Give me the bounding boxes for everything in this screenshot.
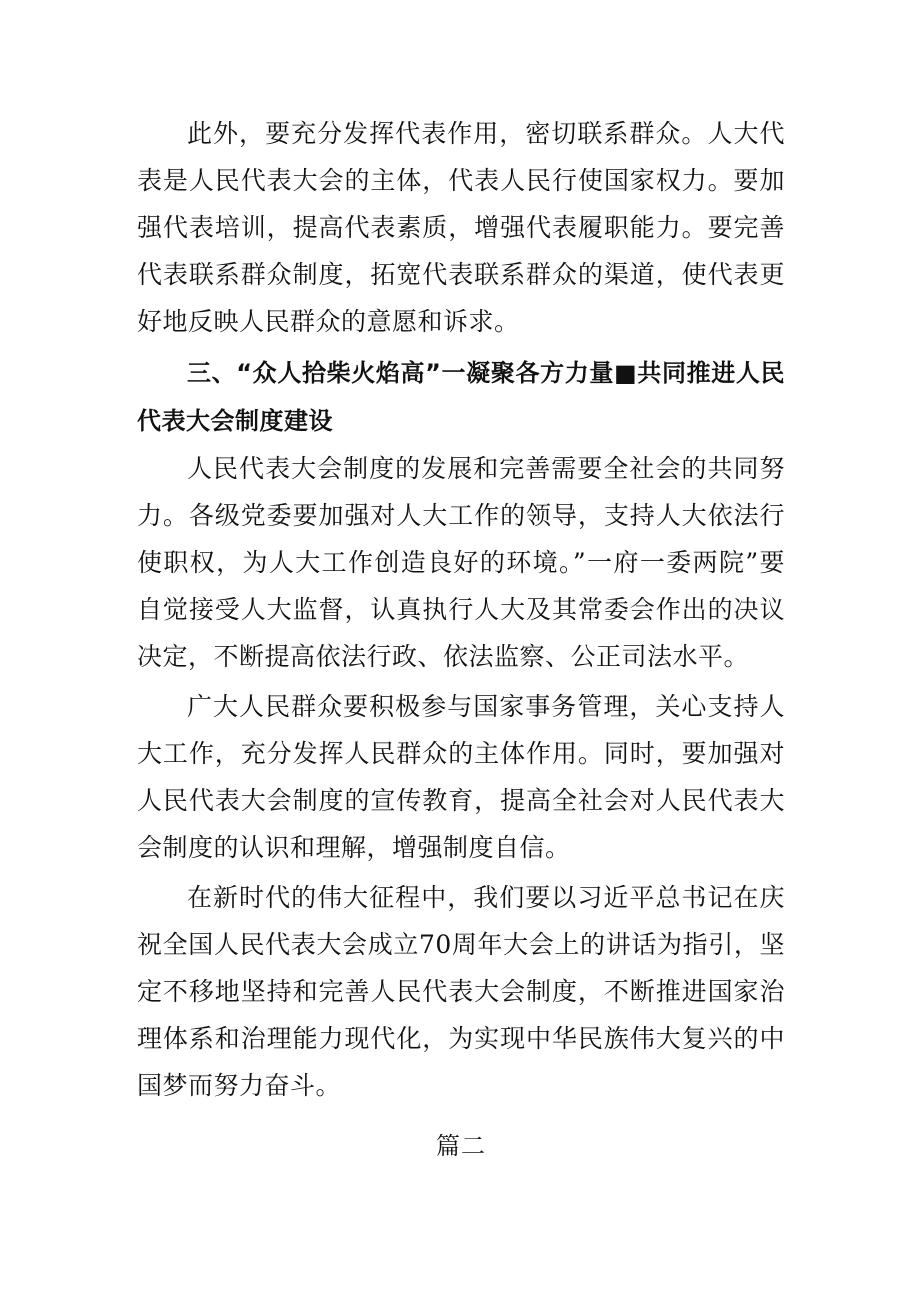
paragraph-public-participation: 广大人民群众要积极参与国家事务管理，关心支持人大工作，充分发挥人民群众的主体作用。同时，要加强对人民代表大会制度的宣传教育，提高全社会对人民代表大会制度的认识和理解，增强制度自信。 xyxy=(137,692,785,862)
paragraph-joint-effort: 人民代表大会制度的发展和完善需要全社会的共同努力。各级党委要加强对人大工作的领导，支持人大依法行使职权，为人大工作创造良好的环境。”一府一委两院”要自觉接受人大监督，认真执行人大及其常委会作出的决议决定，不断提高依法行政、依法监察、公正司法水平。 xyxy=(137,454,785,671)
document-page xyxy=(137,110,785,1170)
paragraph-representative-role: 此外，要充分发挥代表作用，密切联系群众。人大代表是人民代表大会的主体，代表人民行使国家权力。要加强代表培训，提高代表素质，增强代表履职能力。要完善代表联系群众制度，拓宽代表联系群众的渠道，使代表更好地反映人民群众的意愿和诉求。 xyxy=(137,119,785,336)
paragraph-conclusion: 在新时代的伟大征程中，我们要以习近平总书记在庆祝全国人民代表大会成立70周年大会上的讲话为指引，坚定不移地坚持和完善人民代表大会制度，不断推进国家治理体系和治理能力现代化，为实现中华民族伟大复兴的中国梦而努力奋斗。 xyxy=(137,883,785,1100)
section-title-part-two: 篇二 xyxy=(436,1132,486,1160)
section-heading-three: 三、“众人拾柴火焰高”一凝聚各方力量■共同推进人民代表大会制度建设 xyxy=(137,359,785,435)
